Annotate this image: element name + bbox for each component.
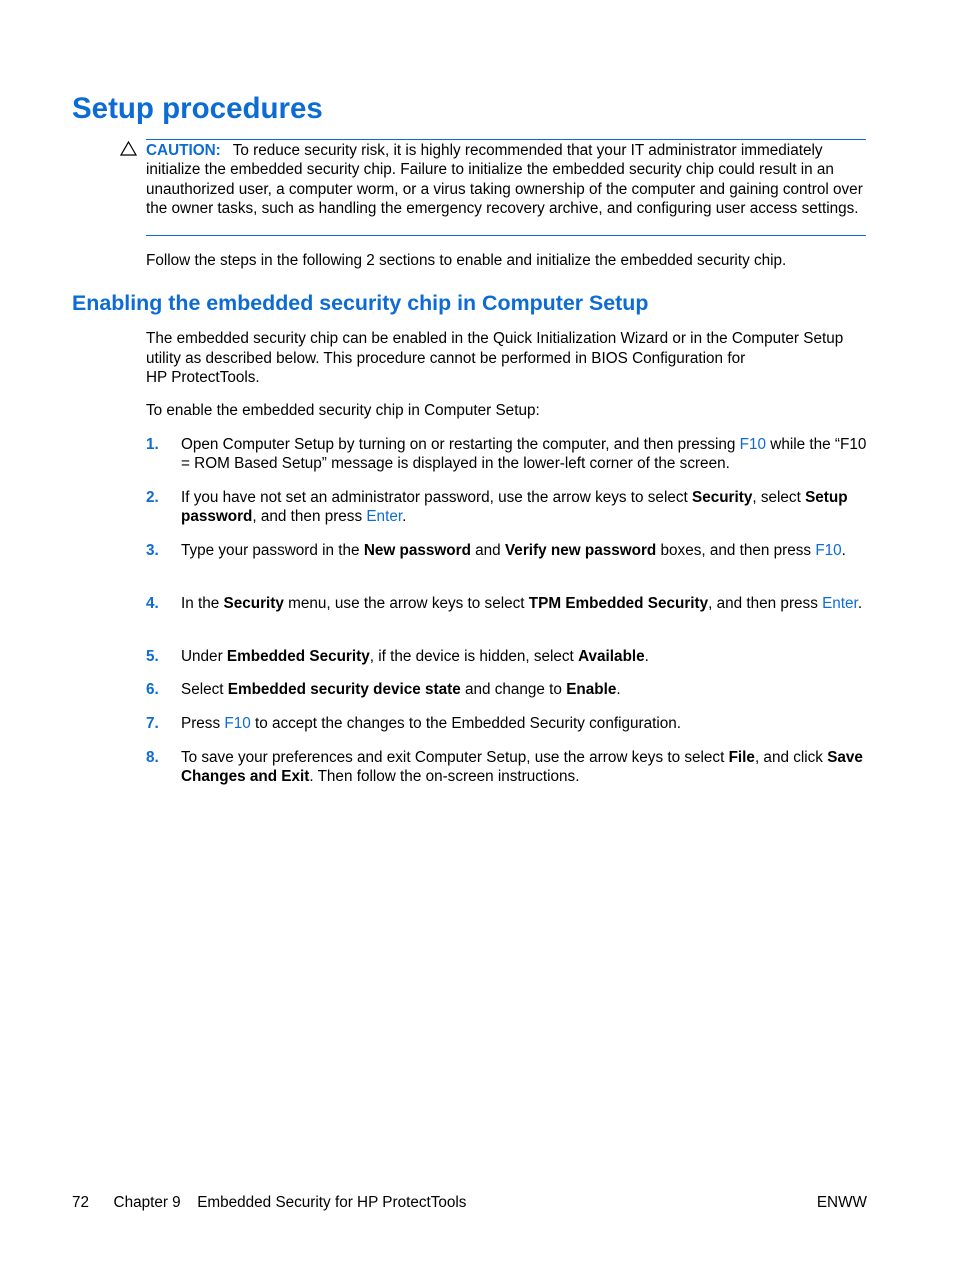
caution-text: To reduce security risk, it is highly recommended that your IT administrator immediately initialize the embedded security chip. Failure to initialize the embedded security chip could result in an unauthorized user, a computer worm, or a virus taking ownership of the computer and gaining control over the owner tasks, such as handling the emergency recovery archive, and configuring user access settings. <box>146 142 863 217</box>
step-text-part: . <box>857 595 863 612</box>
step-text <box>181 680 869 699</box>
warning-triangle-icon <box>120 141 137 156</box>
page-footer <box>72 1193 867 1212</box>
menu-name: Setup password <box>181 489 848 526</box>
step-text-part: menu, use the arrow keys to select <box>283 595 529 612</box>
footer-locale-code: ENWW <box>816 1194 867 1211</box>
step-text-part: . <box>644 648 649 665</box>
section-paragraph-1-text: The embedded security chip can be enabled in the Quick Initialization Wizard or in the Computer Setup utility as described below. This procedure cannot be performed in BIOS Configuration for <box>146 330 844 367</box>
step-text-part: If you have not set an administrator password, use the arrow keys to select <box>181 489 692 506</box>
key-enter: Enter <box>822 595 858 612</box>
page-number: 72 <box>72 1194 90 1211</box>
step-text-part: , and click <box>754 749 828 766</box>
step-text-part: . <box>616 681 621 698</box>
step-text-part: . <box>841 542 846 559</box>
menu-name: Embedded Security <box>226 648 370 665</box>
field-name: New password <box>363 542 471 559</box>
step-text-part: while the “F10 = ROM Based Setup” message is displayed in the lower-left corner of the screen. <box>181 436 867 473</box>
step-text <box>181 541 869 560</box>
page-title: Setup procedures <box>72 92 323 125</box>
field-name: Verify new password <box>504 542 657 559</box>
step-number: 1. <box>146 436 159 453</box>
option-name: Available <box>578 648 645 665</box>
step-text-part: , and then press <box>708 595 823 612</box>
section-heading: Enabling the embedded security chip in Computer Setup <box>72 291 649 315</box>
step-text-part: Type your password in the <box>181 542 364 559</box>
option-name: Embedded security device state <box>227 681 461 698</box>
step-text-part: Under <box>181 648 227 665</box>
key-f10: F10 <box>739 436 767 453</box>
section-paragraph-1 <box>146 329 868 388</box>
step-text-part: In the <box>181 595 224 612</box>
step-text-part: , and then press <box>252 508 367 526</box>
key-f10: F10 <box>224 715 251 732</box>
step-text-part: and change to <box>460 681 567 698</box>
step-text <box>181 488 869 527</box>
option-name: Save Changes and Exit <box>181 749 863 786</box>
menu-name: Security <box>692 489 753 506</box>
key-enter: Enter <box>366 508 403 526</box>
section-paragraph-2: To enable the embedded security chip in Computer Setup: <box>146 402 540 419</box>
intro-paragraph: Follow the steps in the following 2 sections to enable and initialize the embedded security chip. <box>146 252 787 269</box>
step-number: 8. <box>146 749 159 766</box>
option-name: Enable <box>566 681 617 698</box>
step-text <box>181 594 869 613</box>
menu-name: TPM Embedded Security <box>528 595 709 612</box>
step-number: 3. <box>146 542 159 559</box>
step-text-part: to accept the changes to the Embedded Security configuration. <box>250 715 682 732</box>
caution-label: CAUTION: <box>146 142 221 159</box>
step-text-part: Press <box>181 715 225 732</box>
step-text <box>181 748 869 787</box>
step-text-part: Open Computer Setup by turning on or restarting the computer, and then pressing <box>181 436 740 453</box>
step-text <box>181 714 869 733</box>
step-number: 7. <box>146 715 159 732</box>
caution-box <box>146 139 866 236</box>
key-f10: F10 <box>815 542 842 559</box>
step-number: 6. <box>146 681 159 698</box>
menu-name: Security <box>223 595 284 612</box>
step-text <box>181 647 869 666</box>
step-text-part: , select <box>752 489 806 506</box>
section-paragraph-1-tail: HP ProtectTools. <box>146 369 260 387</box>
step-text-part: Select <box>181 681 228 698</box>
step-text <box>181 435 869 474</box>
chapter-title: Embedded Security for HP ProtectTools <box>197 1194 467 1211</box>
step-number: 4. <box>146 595 159 612</box>
step-text-part: , if the device is hidden, select <box>369 648 579 665</box>
chapter-label: Chapter 9 <box>113 1194 181 1211</box>
step-text-part: and <box>470 542 505 559</box>
menu-name: File <box>728 749 755 766</box>
step-text-part: To save your preferences and exit Computer Setup, use the arrow keys to select <box>181 749 729 766</box>
step-number: 5. <box>146 648 159 665</box>
step-text-part: . Then follow the on-screen instructions. <box>309 768 580 786</box>
step-text-part: . <box>402 508 407 526</box>
step-text-part: boxes, and then press <box>656 542 816 559</box>
step-number: 2. <box>146 489 159 506</box>
